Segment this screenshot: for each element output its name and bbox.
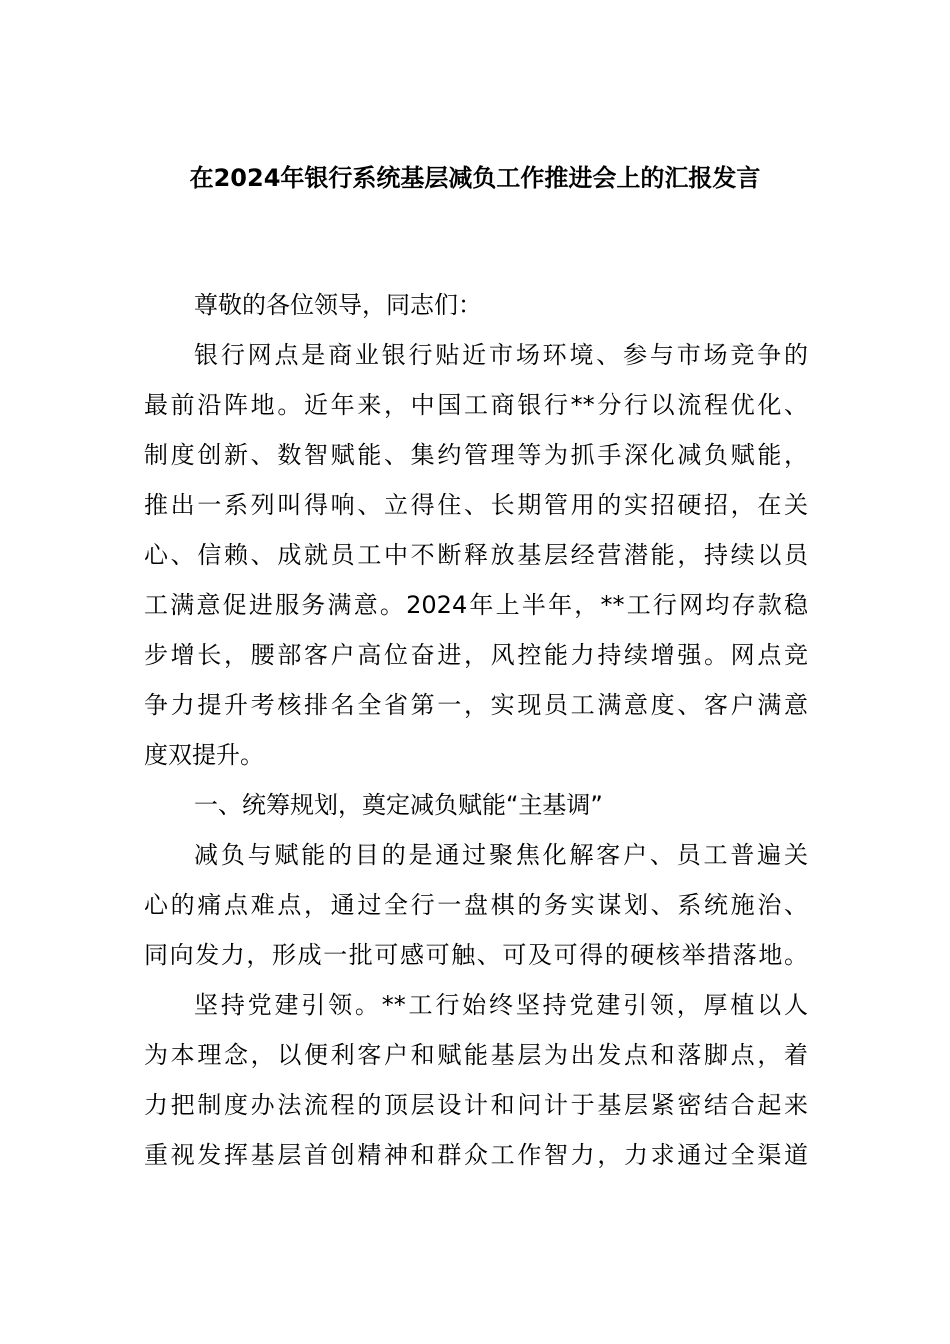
text-line: 银行网点是商业银行贴近市场环境、参与市场竞争的 bbox=[194, 341, 808, 369]
document-body bbox=[144, 280, 808, 1180]
text-line: 力把制度办法流程的顶层设计和问计于基层紧密结合起来 bbox=[144, 1091, 808, 1119]
text-line: 坚持党建引领。**工行始终坚持党建引领，厚植以人 bbox=[194, 991, 808, 1019]
text-line: 心、信赖、成就员工中不断释放基层经营潜能，持续以员 bbox=[144, 541, 808, 569]
text-line: 尊敬的各位领导，同志们： bbox=[194, 291, 482, 319]
text-line: 制度创新、数智赋能、集约管理等为抓手深化减负赋能， bbox=[144, 441, 808, 469]
text-line: 争力提升考核排名全省第一，实现员工满意度、客户满意 bbox=[144, 691, 808, 719]
text-line: 步增长，腰部客户高位奋进，风控能力持续增强。网点竞 bbox=[144, 641, 808, 669]
document-title: 在2024年银行系统基层减负工作推进会上的汇报发言 bbox=[189, 164, 761, 192]
text-line: 一、统筹规划，奠定减负赋能“主基调” bbox=[194, 791, 603, 819]
text-line: 减负与赋能的目的是通过聚焦化解客户、员工普遍关 bbox=[194, 841, 808, 869]
text-line: 工满意促进服务满意。2024年上半年，**工行网均存款稳 bbox=[144, 591, 808, 619]
text-line: 为本理念，以便利客户和赋能基层为出发点和落脚点，着 bbox=[144, 1041, 808, 1069]
text-line: 度双提升。 bbox=[144, 741, 264, 769]
text-line: 推出一系列叫得响、立得住、长期管用的实招硬招，在关 bbox=[144, 491, 808, 519]
text-line: 心的痛点难点，通过全行一盘棋的务实谋划、系统施治、 bbox=[144, 891, 808, 919]
text-line: 重视发挥基层首创精神和群众工作智力，力求通过全渠道 bbox=[144, 1141, 808, 1169]
text-line: 最前沿阵地。近年来，中国工商银行**分行以流程优化、 bbox=[144, 391, 808, 419]
text-line: 同向发力，形成一批可感可触、可及可得的硬核举措落地。 bbox=[144, 941, 808, 969]
